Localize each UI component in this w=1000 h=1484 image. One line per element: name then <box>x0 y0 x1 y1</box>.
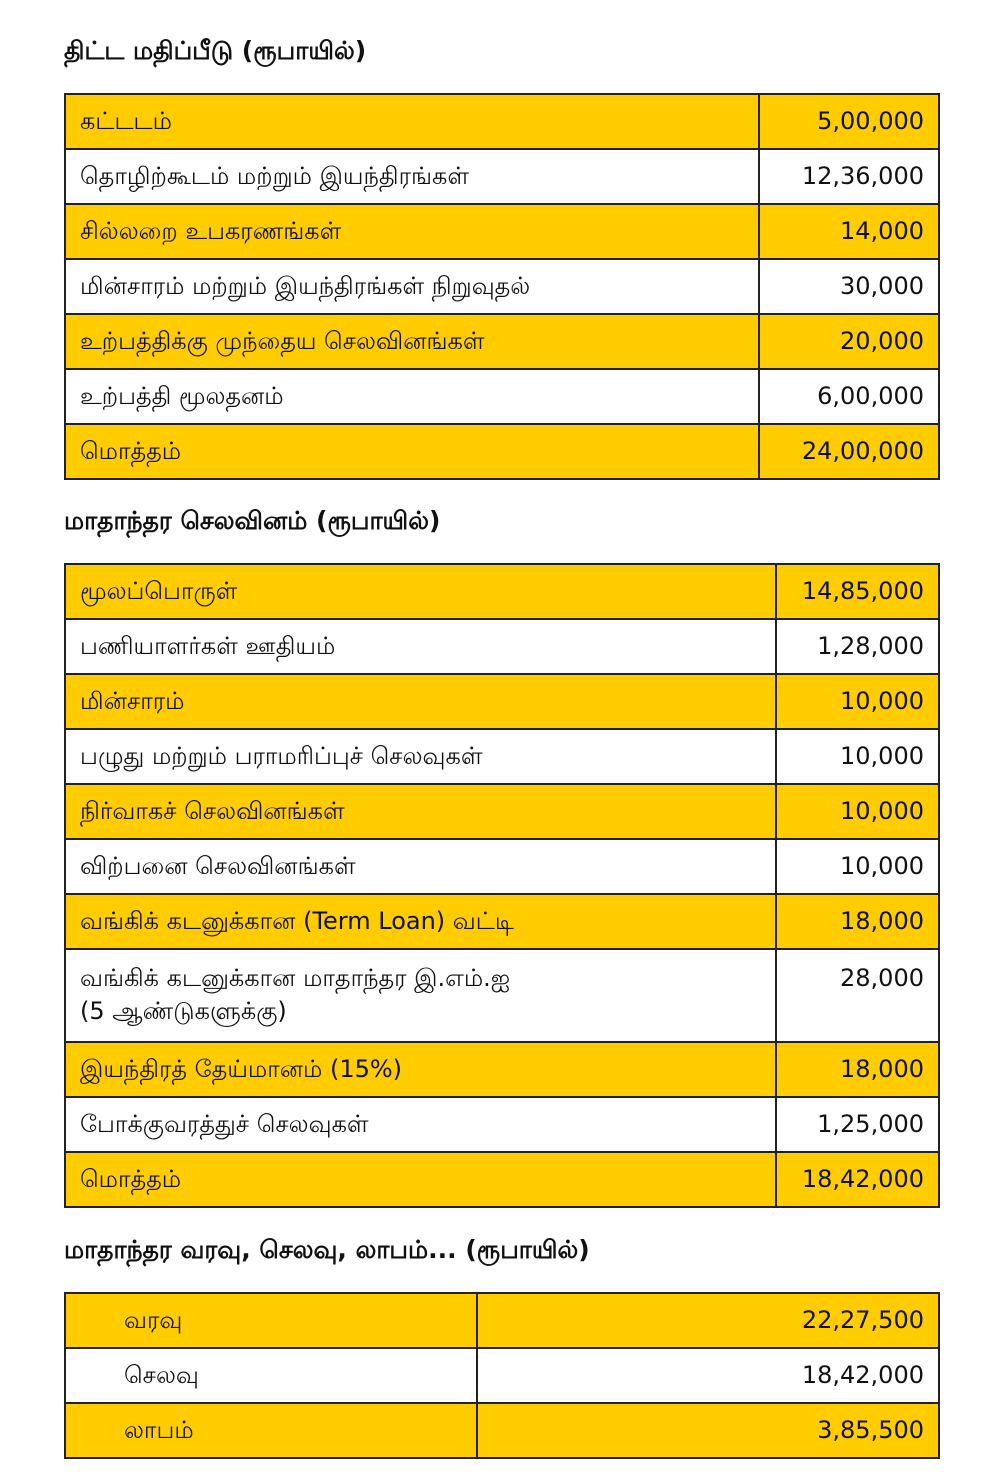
row-label <box>65 949 776 1042</box>
row-label-line1: வங்கிக் கடனுக்கான மாதாந்தர இ.எம்.ஐ <box>80 964 511 992</box>
table-row <box>65 949 939 1042</box>
table-row <box>65 259 939 314</box>
row-value: 10,000 <box>776 674 939 729</box>
row-value: 14,85,000 <box>776 564 939 619</box>
row-label: பழுது மற்றும் பராமரிப்புச் செலவுகள் <box>65 729 776 784</box>
monthly-expenses-title: மாதாந்தர செலவினம் (ரூபாயில்) <box>64 506 441 535</box>
row-label: போக்குவரத்துச் செலவுகள் <box>65 1097 776 1152</box>
table-row <box>65 729 939 784</box>
row-label: உற்பத்திக்கு முந்தைய செலவினங்கள் <box>65 314 759 369</box>
total-row <box>65 424 939 479</box>
row-label: மின்சாரம் மற்றும் இயந்திரங்கள் நிறுவுதல் <box>65 259 759 314</box>
row-value: 18,000 <box>776 1042 939 1097</box>
row-value: 22,27,500 <box>477 1293 939 1348</box>
table-row <box>65 564 939 619</box>
monthly-income-table <box>64 1292 940 1459</box>
profit-row <box>65 1403 939 1458</box>
monthly-expenses-table <box>64 563 940 1208</box>
row-value: 1,25,000 <box>776 1097 939 1152</box>
table-row <box>65 149 939 204</box>
table-row <box>65 784 939 839</box>
row-label: மின்சாரம் <box>65 674 776 729</box>
row-label: மூலப்பொருள் <box>65 564 776 619</box>
row-value: 30,000 <box>759 259 939 314</box>
row-value: 18,000 <box>776 894 939 949</box>
table-row <box>65 1042 939 1097</box>
row-value: 6,00,000 <box>759 369 939 424</box>
table-row <box>65 674 939 729</box>
row-label: கட்டடம் <box>65 94 759 149</box>
table-row <box>65 314 939 369</box>
total-value: 24,00,000 <box>759 424 939 479</box>
row-value: 10,000 <box>776 784 939 839</box>
row-value: 3,85,500 <box>477 1403 939 1458</box>
project-estimate-title: திட்ட மதிப்பீடு (ரூபாயில்) <box>64 36 367 65</box>
table-row <box>65 1097 939 1152</box>
monthly-income-title: மாதாந்தர வரவு, செலவு, லாபம்... (ரூபாயில்) <box>64 1235 590 1264</box>
table-row <box>65 839 939 894</box>
table-row <box>65 619 939 674</box>
row-value: 12,36,000 <box>759 149 939 204</box>
row-label: இயந்திரத் தேய்மானம் (15%) <box>65 1042 776 1097</box>
row-label: நிர்வாகச் செலவினங்கள் <box>65 784 776 839</box>
table-row <box>65 1293 939 1348</box>
total-value: 18,42,000 <box>776 1152 939 1207</box>
row-label: உற்பத்தி மூலதனம் <box>65 369 759 424</box>
project-estimate-table <box>64 93 940 480</box>
row-value: 10,000 <box>776 839 939 894</box>
row-label: தொழிற்கூடம் மற்றும் இயந்திரங்கள் <box>65 149 759 204</box>
table-row <box>65 204 939 259</box>
row-label: விற்பனை செலவினங்கள் <box>65 839 776 894</box>
table-row <box>65 894 939 949</box>
row-value: 10,000 <box>776 729 939 784</box>
row-value: 14,000 <box>759 204 939 259</box>
table-row <box>65 94 939 149</box>
row-value: 1,28,000 <box>776 619 939 674</box>
total-label: மொத்தம் <box>65 424 759 479</box>
row-value: 20,000 <box>759 314 939 369</box>
row-value: 18,42,000 <box>477 1348 939 1403</box>
total-row <box>65 1152 939 1207</box>
row-value: 5,00,000 <box>759 94 939 149</box>
row-label: சில்லறை உபகரணங்கள் <box>65 204 759 259</box>
table-row <box>65 1348 939 1403</box>
table-row <box>65 369 939 424</box>
row-label: செலவு <box>65 1348 477 1403</box>
row-label: பணியாளர்கள் ஊதியம் <box>65 619 776 674</box>
row-label: வரவு <box>65 1293 477 1348</box>
row-value: 28,000 <box>776 949 939 1042</box>
row-label-line2: (5 ஆண்டுகளுக்கு) <box>80 997 287 1025</box>
total-label: மொத்தம் <box>65 1152 776 1207</box>
row-label: லாபம் <box>65 1403 477 1458</box>
row-label: வங்கிக் கடனுக்கான (Term Loan) வட்டி <box>65 894 776 949</box>
